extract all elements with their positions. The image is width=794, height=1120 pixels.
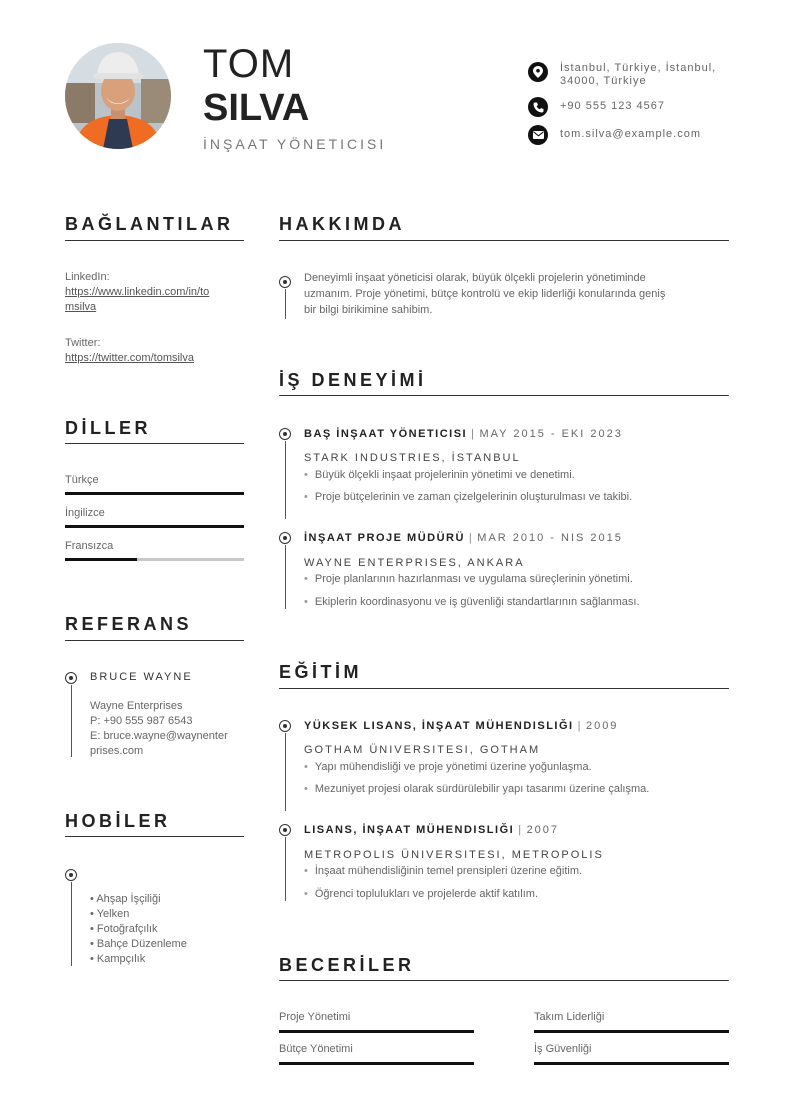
hobbies-list	[90, 892, 187, 967]
skill-item: Takım Liderliği	[534, 1011, 729, 1033]
degree-text: LISANS, İNŞAAT MÜHENDISLIĞI	[304, 824, 515, 836]
about-heading: HAKKIMDA	[279, 214, 405, 234]
timeline-dot-icon	[279, 428, 291, 440]
job-title-text: İNŞAAT PROJE MÜDÜRÜ	[304, 532, 465, 544]
twitter-block	[65, 336, 245, 366]
job-title-text: BAŞ İNŞAAT YÖNETICISI	[304, 428, 468, 440]
skill-bar	[534, 1062, 729, 1065]
list-item: • Proje planlarının hazırlanması ve uygulama süreçlerinin yönetimi.	[304, 573, 633, 585]
skill-item: İş Güvenliği	[534, 1043, 729, 1065]
list-item: • Ahşap İşçiliği	[90, 892, 187, 907]
about-text: Deneyimli inşaat yöneticisi olarak, büyük ölçekli projelerin yönetiminde uzmanım. Proje yönetimi, bütçe kontrolü ve ekip liderliği konularında geniş bir bilgi birikimine sahibim.	[304, 272, 666, 316]
language-level-bar	[65, 558, 244, 561]
phone-number[interactable]: +90 555 123 4567	[560, 100, 666, 112]
about-divider	[279, 240, 729, 241]
degree-text: YÜKSEK LISANS, İNŞAAT MÜHENDISLIĞI	[304, 720, 574, 732]
language-level-bar	[65, 492, 244, 495]
linkedin-block	[65, 270, 245, 315]
references-divider	[65, 640, 244, 641]
skill-bar	[279, 1062, 474, 1065]
school-name: GOTHAM ÜNIVERSITESI, GOTHAM	[304, 744, 541, 756]
linkedin-link[interactable]: https://www.linkedin.com/in/to msilva	[65, 286, 210, 313]
timeline-line	[285, 441, 286, 519]
references-heading: REFERANS	[65, 614, 193, 634]
language-item: Türkçe	[65, 474, 244, 495]
skill-bar	[534, 1030, 729, 1033]
job-header: BAŞ İNŞAAT YÖNETICISI | MAY 2015 - EKI 2023	[304, 428, 623, 440]
list-item: • Bahçe Düzenleme	[90, 937, 187, 952]
language-item: Fransızca	[65, 540, 244, 561]
list-item: • Yelken	[90, 907, 187, 922]
timeline-dot-icon	[65, 672, 77, 684]
timeline-dot-icon	[65, 869, 77, 881]
skill-item: Proje Yönetimi	[279, 1011, 474, 1033]
languages-divider	[65, 443, 244, 444]
profile-photo	[65, 43, 171, 149]
contact-address	[528, 62, 738, 88]
job-dates: MAY 2015 - EKI 2023	[479, 428, 623, 440]
language-item: İngilizce	[65, 507, 244, 528]
education-divider	[279, 688, 729, 689]
timeline-dot-icon	[279, 276, 291, 288]
reference-details	[90, 699, 245, 759]
list-item: • Öğrenci toplulukları ve projelerde aktif katılım.	[304, 888, 538, 900]
education-header: YÜKSEK LISANS, İNŞAAT MÜHENDISLIĞI | 2009	[304, 720, 619, 732]
education-header: LISANS, İNŞAAT MÜHENDISLIĞI | 2007	[304, 824, 560, 836]
contact-email	[528, 125, 738, 145]
timeline-line	[71, 882, 72, 966]
first-name: TOM	[203, 42, 295, 86]
timeline-dot-icon	[279, 824, 291, 836]
timeline-line	[285, 837, 286, 901]
email-address[interactable]: tom.silva@example.com	[560, 128, 701, 140]
list-item: • Proje bütçelerinin ve zaman çizelgelerinin oluşturulması ve takibi.	[304, 491, 632, 503]
links-heading: BAĞLANTILAR	[65, 214, 234, 234]
list-item: • Kampçılık	[90, 952, 187, 967]
contact-phone	[528, 97, 738, 117]
education-heading: EĞİTİM	[279, 662, 362, 682]
list-item: • Yapı mühendisliği ve proje yönetimi üzerine yoğunlaşma.	[304, 761, 592, 773]
email-icon	[528, 125, 548, 145]
reference-company: Wayne Enterprises	[90, 700, 183, 712]
address-line-1: İstanbul, Türkiye, İstanbul,	[560, 62, 717, 74]
last-name: SILVA	[203, 87, 310, 129]
location-pin-icon	[528, 62, 548, 82]
skills-divider	[279, 980, 729, 981]
school-name: METROPOLIS ÜNIVERSITESI, METROPOLIS	[304, 849, 604, 861]
timeline-line	[285, 289, 286, 319]
list-item: • Fotoğrafçılık	[90, 922, 187, 937]
list-item: • Ekiplerin koordinasyonu ve iş güvenliği standartlarının sağlanması.	[304, 596, 640, 608]
experience-heading: İŞ DENEYİMİ	[279, 370, 427, 390]
timeline-dot-icon	[279, 720, 291, 732]
address-line-2: 34000, Türkiye	[560, 75, 647, 87]
timeline-dot-icon	[279, 532, 291, 544]
job-title: İNŞAAT YÖNETICISI	[203, 136, 387, 152]
list-item: • Mezuniyet projesi olarak sürdürülebilir yapı tasarımı üzerine çalışma.	[304, 783, 649, 795]
language-level-bar	[65, 525, 244, 528]
experience-divider	[279, 395, 729, 396]
linkedin-label: LinkedIn:	[65, 271, 110, 283]
reference-email: E: bruce.wayne@waynenter prises.com	[90, 730, 228, 757]
languages-heading: DİLLER	[65, 418, 151, 438]
degree-year: 2009	[585, 720, 619, 732]
hobbies-heading: HOBİLER	[65, 811, 171, 831]
job-company: STARK INDUSTRIES, İSTANBUL	[304, 452, 521, 464]
job-header: İNŞAAT PROJE MÜDÜRÜ | MAR 2010 - NIS 2015	[304, 532, 623, 544]
timeline-line	[285, 545, 286, 609]
reference-phone: P: +90 555 987 6543	[90, 715, 193, 727]
timeline-line	[71, 685, 72, 757]
links-divider	[65, 240, 244, 241]
job-dates: MAR 2010 - NIS 2015	[477, 532, 623, 544]
skills-heading: BECERİLER	[279, 955, 415, 975]
degree-year: 2007	[526, 824, 560, 836]
twitter-link[interactable]: https://twitter.com/tomsilva	[65, 352, 194, 364]
list-item: • Büyük ölçekli inşaat projelerinin yönetimi ve denetimi.	[304, 469, 575, 481]
timeline-line	[285, 733, 286, 811]
skill-item: Bütçe Yönetimi	[279, 1043, 474, 1065]
job-company: WAYNE ENTERPRISES, ANKARA	[304, 557, 525, 569]
twitter-label: Twitter:	[65, 337, 101, 349]
reference-name: BRUCE WAYNE	[90, 671, 193, 683]
skill-bar	[279, 1030, 474, 1033]
phone-icon	[528, 97, 548, 117]
hobbies-divider	[65, 836, 244, 837]
list-item: • İnşaat mühendisliğinin temel prensipleri üzerine eğitim.	[304, 865, 582, 877]
